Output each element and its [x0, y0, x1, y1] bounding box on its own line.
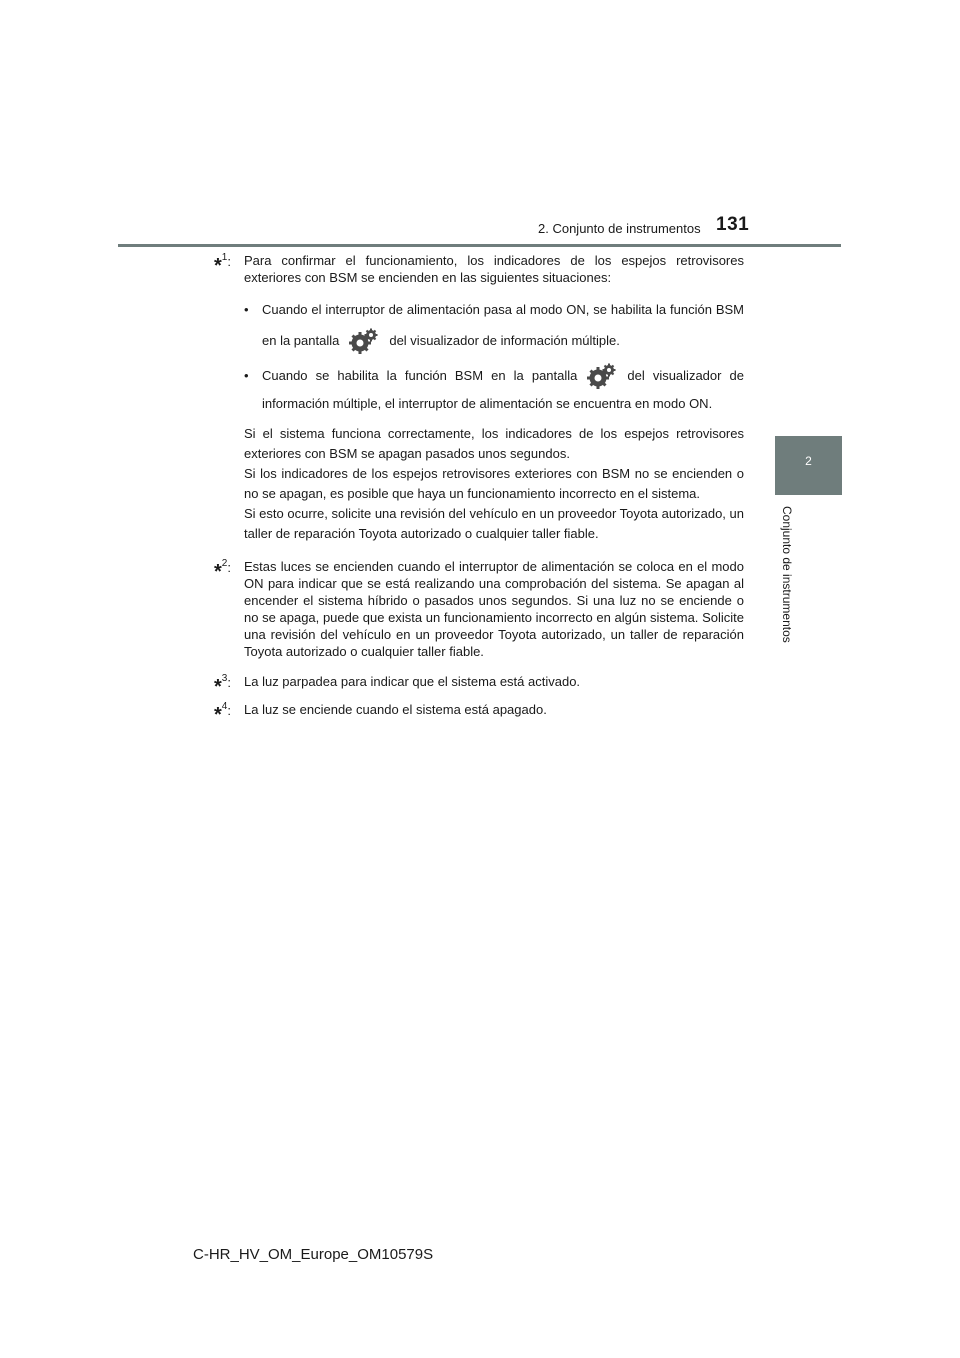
footnote-marker: *$^2$: [214, 558, 231, 583]
footnote-marker: *$^1$: [214, 252, 231, 277]
footnote-2-text: Estas luces se encienden cuando el interruptor de alimentación se coloca en el modo ON para indicar que se está realizando una comprobación del sistema. Se apagan al encender el sistema híbrido o pasados unos segundos. Si una luz no se enciende o no se apaga, puede que exista un funcionamiento incorrecto en algún sistema. Solicite una revisión del vehículo en un proveedor Toyota autorizado, un taller de reparación Toyota autorizado o cualquier taller fiable. [244, 559, 744, 659]
settings-gears-icon [349, 328, 379, 354]
document-code: C-HR_HV_OM_Europe_OM10579S [193, 1246, 434, 1263]
page-header [0, 0, 960, 250]
footnote-marker: *$^4$: [214, 701, 231, 726]
footnote-2 [214, 558, 744, 660]
chapter-side-label [780, 506, 804, 666]
footnote-1-para-1: Si el sistema funciona correctamente, los indicadores de los espejos retrovisores exteriores con BSM se apagan pasados unos segundos. [244, 426, 744, 461]
page-number: 131 [716, 214, 750, 235]
footnote-1-intro: Para confirmar el funcionamiento, los indicadores de los espejos retrovisores exteriores con BSM se encienden en las siguientes situaciones: [244, 253, 744, 285]
bullet-dot: • [244, 368, 249, 383]
chapter-tab [775, 436, 842, 495]
header-rule [118, 244, 841, 247]
footnote-1-para-2: Si los indicadores de los espejos retrovisores exteriores con BSM no se encienden o no se apagan, es posible que haya un funcionamiento incorrecto en el sistema. [244, 466, 744, 501]
footnote-4-text: La luz se enciende cuando el sistema está apagado. [244, 702, 547, 717]
footnote-3-text: La luz parpadea para indicar que el sistema está activado. [244, 674, 581, 689]
chapter-tab-number: 2 [805, 454, 812, 468]
bullet-dot: • [244, 302, 249, 317]
chapter-side-label-text: Conjunto de instrumentos [780, 506, 794, 643]
settings-gears-icon [587, 363, 617, 389]
section-title: 2. Conjunto de instrumentos [538, 221, 701, 236]
footnote-1-para-3: Si esto ocurre, solicite una revisión del vehículo en un proveedor Toyota autorizado, un taller de reparación Toyota autorizado o cualquier taller fiable. [244, 506, 744, 541]
notes-content [214, 252, 744, 726]
footnote-3 [214, 673, 744, 698]
footnote-marker: *$^3$: [214, 673, 231, 698]
footnote-1 [214, 252, 744, 544]
footnote-1-bullet-2: • Cuando se habilita la función BSM en la pantalla del visualizador de información múltiple, el interruptor de alimentación se encuentra en modo ON. [244, 362, 744, 418]
footnote-1-bullet-1: • Cuando el interruptor de alimentación pasa al modo ON, se habilita la función BSM en la pantalla del visualizador de información múltiple. [244, 294, 744, 356]
footnote-4 [214, 701, 744, 726]
